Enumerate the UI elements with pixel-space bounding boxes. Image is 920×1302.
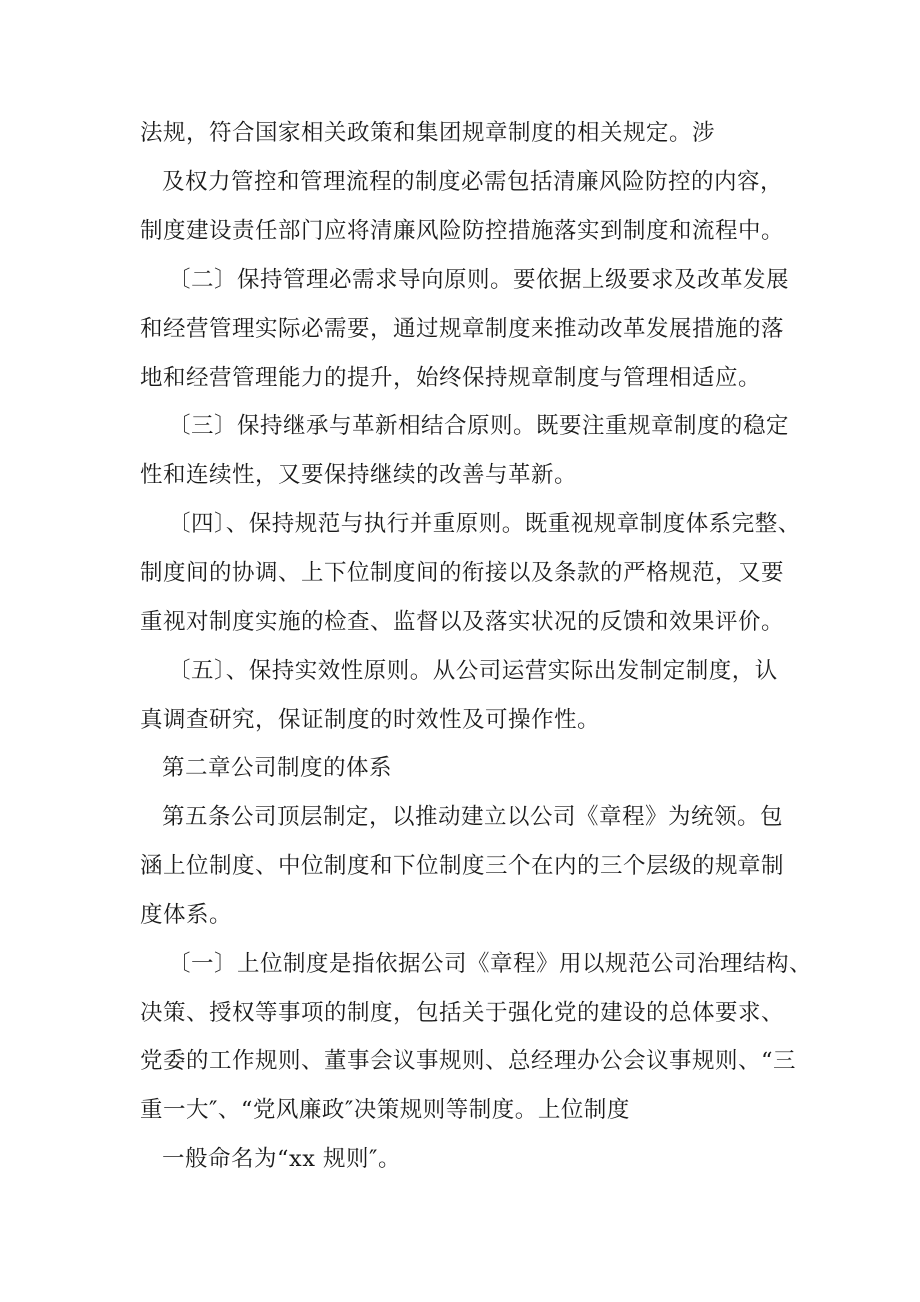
text-line-4: 〔二〕保持管理必需求导向原则。要依据上级要求及改革发展 <box>168 267 790 293</box>
text-line-1: 法规，符合国家相关政策和集团规章制度的相关规定。涉 <box>140 120 716 146</box>
text-line-11: 重视对制度实施的检查、监督以及落实状况的反馈和效果评价。 <box>140 609 785 635</box>
text-line-16: 涵上位制度、中位制度和下位制度三个在内的三个层级的规章制 <box>140 853 785 879</box>
text-line-19: 决策、授权等事项的制度，包括关于强化党的建设的总体要求、 <box>140 1000 785 1026</box>
text-line-20: 党委的工作规则、董事会议事规则、总经理办公会议事规则、“三 <box>140 1048 797 1074</box>
text-line-18: 〔一〕上位制度是指依据公司《章程》用以规范公司治理结构、 <box>168 951 813 977</box>
text-line-9: 〔四〕、保持规范与执行并重原则。既重视规章制度体系完整、 <box>168 511 801 537</box>
text-line-6: 地和经营管理能力的提升，始终保持规章制度与管理相适应。 <box>140 365 762 391</box>
chapter-heading: 第二章公司制度的体系 <box>162 755 393 781</box>
text-line-13: 真调查研究，保证制度的时效性及可操作性。 <box>140 707 601 733</box>
text-line-15: 第五条公司顶层制定，以推动建立以公司《章程》为统领。包 <box>162 804 784 830</box>
text-line-10: 制度间的协调、上下位制度间的衔接以及条款的严格规范，又要 <box>140 560 785 586</box>
text-line-21: 重一大″、“党风廉政″决策规则等制度。上位制度 <box>140 1097 630 1123</box>
text-line-5: 和经营管理实际必需要，通过规章制度来推动改革发展措施的落 <box>140 316 785 342</box>
text-line-12: 〔五〕、保持实效性原则。从公司运营实际出发制定制度，认 <box>168 658 778 684</box>
text-line-8: 性和连续性，又要保持继续的改善与革新。 <box>140 462 578 488</box>
text-line-22: 一般命名为“xx 规则″。 <box>162 1146 401 1172</box>
text-line-3: 制度建设责任部门应将清廉风险防控措施落实到制度和流程中。 <box>140 218 785 244</box>
text-line-17: 度体系。 <box>140 902 233 928</box>
text-line-7: 〔三〕保持继承与革新相结合原则。既要注重规章制度的稳定 <box>168 413 790 439</box>
text-line-2: 及权力管控和管理流程的制度必需包括清廉风险防控的内容， <box>162 169 784 195</box>
